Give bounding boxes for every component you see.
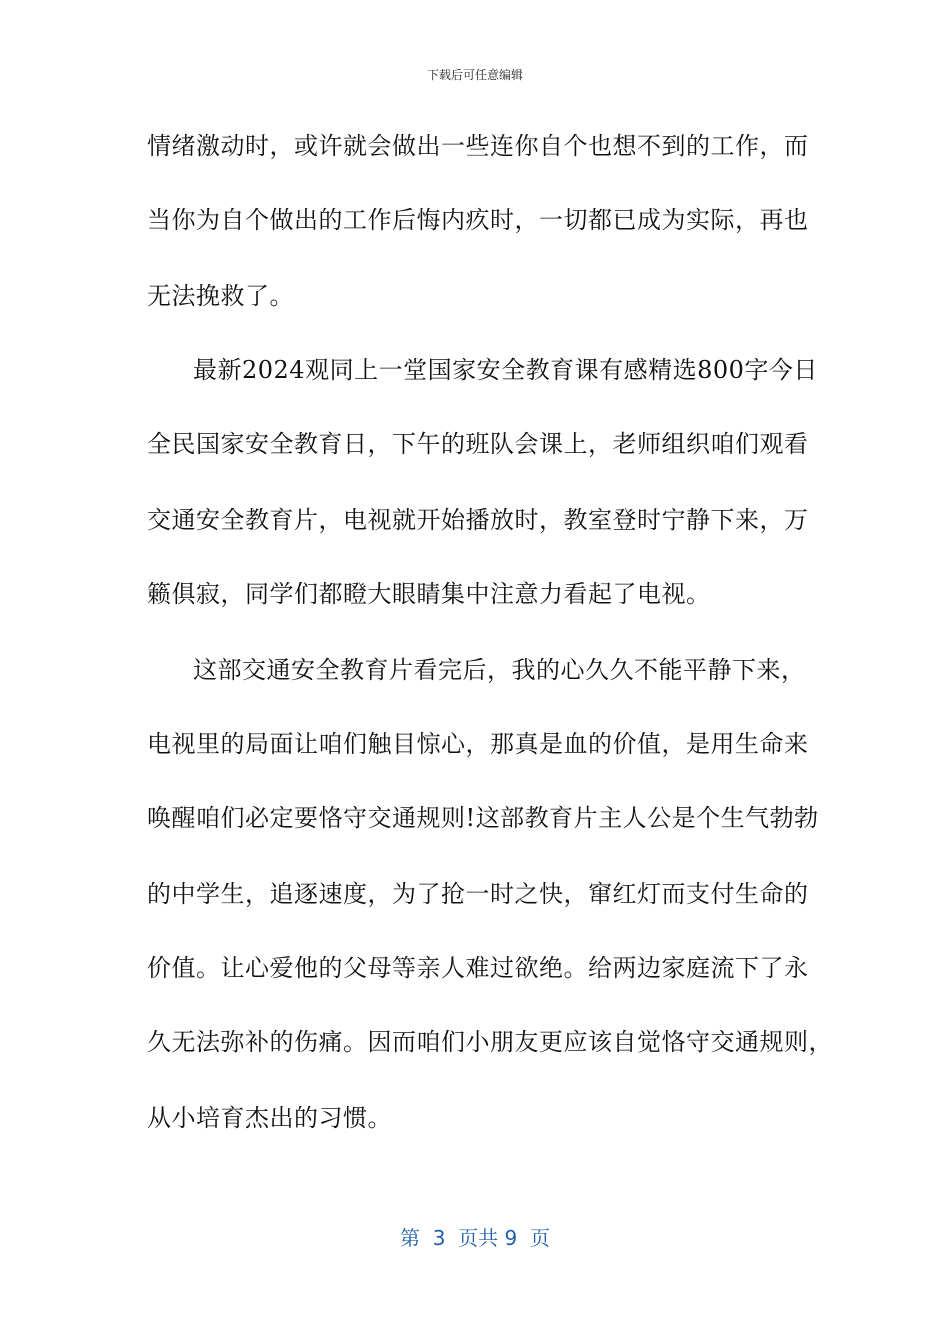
text-line: 价值。让心爱他的父母等亲人难过欲绝。给两边家庭流下了永 <box>147 954 809 982</box>
text-line: 情绪激动时，或许就会做出一些连你自个也想不到的工作，而 <box>147 132 809 160</box>
page-number-footer: 第 3 页共 9 页 <box>400 1226 550 1250</box>
text-line: 电视里的局面让咱们触目惊心，那真是血的价值，是用生命来 <box>147 730 809 758</box>
text-line: 最新2024观同上一堂国家安全教育课有感精选800字今日 <box>193 356 818 384</box>
text-line: 籁俱寂，同学们都瞪大眼睛集中注意力看起了电视。 <box>147 580 711 608</box>
header-note: 下载后可任意编辑 <box>426 68 523 82</box>
text-line: 的中学生，追逐速度，为了抢一时之快，窜红灯而支付生命的 <box>147 880 809 908</box>
text-line: 久无法弥补的伤痛。因而咱们小朋友更应该自觉恪守交通规则， <box>147 1028 833 1056</box>
text-line: 从小培育杰出的习惯。 <box>147 1104 392 1132</box>
text-line: 当你为自个做出的工作后悔内疚时，一切都已成为实际，再也 <box>147 206 809 234</box>
text-line: 交通安全教育片，电视就开始播放时，教室登时宁静下来，万 <box>147 506 809 534</box>
text-line: 这部交通安全教育片看完后，我的心久久不能平静下来， <box>193 656 806 684</box>
text-line: 全民国家安全教育日，下午的班队会课上，老师组织咱们观看 <box>147 430 809 458</box>
text-line: 唤醒咱们必定要恪守交通规则!这部教育片主人公是个生气勃勃 <box>147 804 819 832</box>
text-line: 无法挽救了。 <box>147 282 294 310</box>
